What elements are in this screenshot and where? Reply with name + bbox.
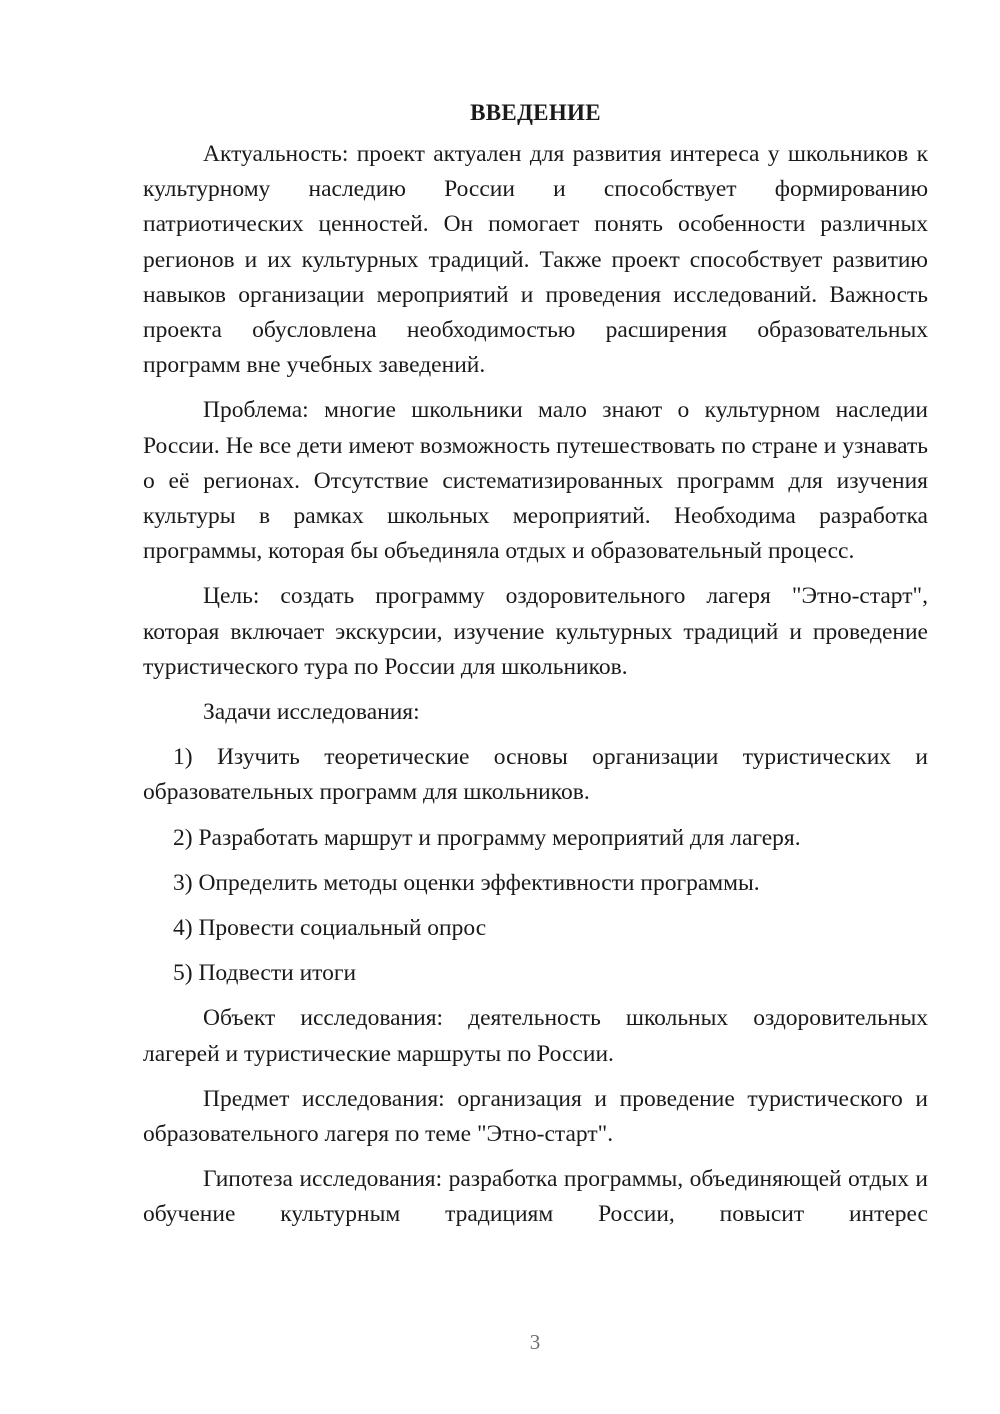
section-title: ВВЕДЕНИЕ (470, 100, 601, 125)
paragraph-relevance: Актуальность: проект актуален для развития интереса у школьников к культурному наследию России и способствует формированию патриотических ценностей. Он помогает понять особенности различных регионов и их культурных традиций. Также проект способствует развитию навыков организации мероприятий и проведения исследований. Важность проекта обусловлена необходимостью расширения образовательных программ вне учебных заведений. (143, 141, 928, 379)
task-item-4: 4) Провести социальный опрос (173, 915, 487, 942)
page-content (143, 95, 928, 1233)
paragraph-hypothesis: Гипотеза исследования: разработка программы, объединяющей отдых и обучение культурным традициям России, повысит интерес (143, 1166, 928, 1228)
page-number: 3 (529, 1330, 541, 1354)
paragraph-problem: Проблема: многие школьники мало знают о культурном наследии России. Не все дети имеют возможность путешествовать по стране и узнавать о её регионах. Отсутствие систематизированных программ для изучения культуры в рамках школьных мероприятий. Необходима разработка программы, которая бы объединяла отдых и образовательный процесс. (143, 397, 928, 565)
task-item-5: 5) Подвести итоги (173, 960, 357, 987)
task-item-3: 3) Определить методы оценки эффективности программы. (173, 869, 760, 896)
paragraph-goal: Цель: создать программу оздоровительного лагеря "Этно-старт", которая включает экскурсии, изучение культурных традиций и проведение туристического тура по России для школьников. (143, 583, 928, 680)
tasks-heading: Задачи исследования: (203, 699, 420, 726)
paragraph-subject: Предмет исследования: организация и проведение туристического и образовательного лагеря по теме "Этно-старт". (143, 1085, 928, 1148)
task-item-1: 1) Изучить теоретические основы организации туристических и образовательных программ для школьников. (143, 744, 928, 806)
task-item-2: 2) Разработать маршрут и программу мероприятий для лагеря. (173, 824, 801, 851)
paragraph-object: Объект исследования: деятельность школьных оздоровительных лагерей и туристические маршруты по России. (143, 1005, 928, 1067)
